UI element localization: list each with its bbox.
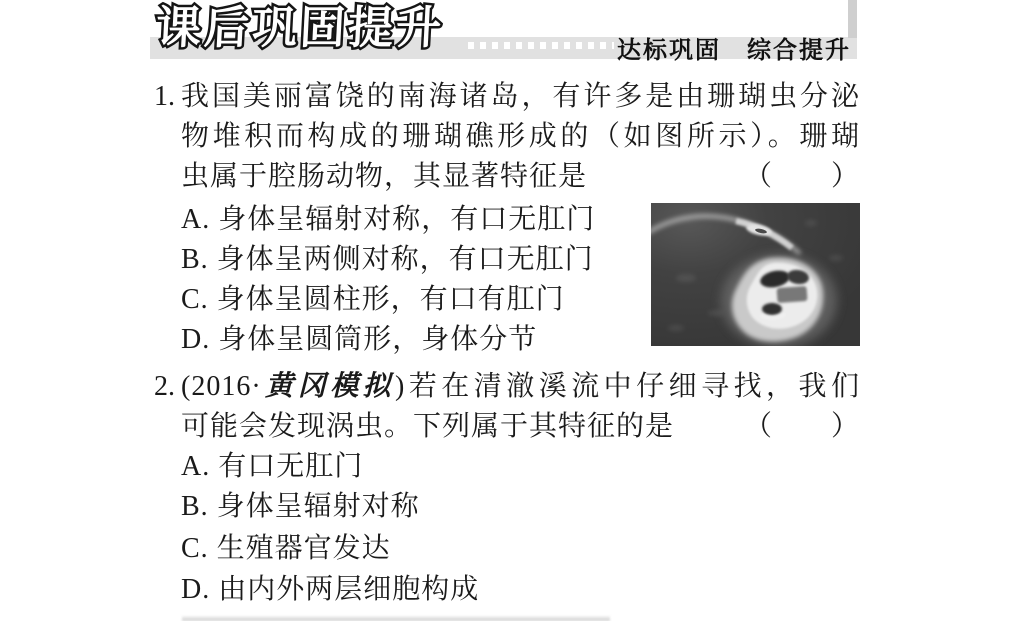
question-1-answer-blank: （ ） [743, 161, 860, 192]
question-2-stem-text-2: 可能会发现涡虫。下列属于其特征的是 [181, 411, 675, 442]
section-title: 课后巩固提升 [154, 1, 446, 54]
question-2-option-b: B. 身体呈辐射对称 [181, 491, 420, 522]
question-2-option-a: A. 有口无肛门 [181, 451, 364, 482]
question-2-number: 2. [154, 371, 175, 402]
coral-reef-island-photo [651, 203, 860, 346]
coral-reef-island-illustration [651, 203, 860, 346]
question-2-option-c: C. 生殖器官发达 [181, 533, 391, 564]
cropped-next-line-artifact [182, 616, 610, 621]
question-1-number: 1. [154, 81, 175, 112]
question-1-stem-text: 虫属于腔肠动物，其显著特征是 [181, 161, 588, 192]
question-2-source: 黄冈模拟 [261, 371, 396, 402]
question-1-stem-line-1: 我国美丽富饶的南海诸岛，有许多是由珊瑚虫分泌 [181, 81, 860, 112]
question-2-stem-line-2 [181, 410, 860, 444]
question-1-option-a: A. 身体呈辐射对称，有口无肛门 [181, 204, 596, 235]
question-1-stem-line-3 [181, 160, 860, 194]
question-2-option-d: D. 由内外两层细胞构成 [181, 574, 480, 605]
question-2-stem-text-1: )若在清澈溪流中仔细寻找，我们 [395, 371, 860, 402]
dotted-leader [468, 42, 614, 49]
question-1-stem-line-2: 物堆积而构成的珊瑚礁形成的（如图所示）。珊瑚 [181, 121, 860, 152]
question-1-option-c: C. 身体呈圆柱形，有口有肛门 [181, 284, 565, 315]
question-2-source-prefix: (2016· [181, 371, 262, 402]
question-2-answer-blank: （ ） [743, 411, 860, 442]
question-2-stem-line-1 [181, 370, 860, 404]
question-1-option-b: B. 身体呈两侧对称，有口无肛门 [181, 244, 594, 275]
question-1-option-d: D. 身体呈圆筒形，身体分节 [181, 324, 538, 355]
section-subtitle: 达标巩固 综合提升 [617, 36, 851, 64]
